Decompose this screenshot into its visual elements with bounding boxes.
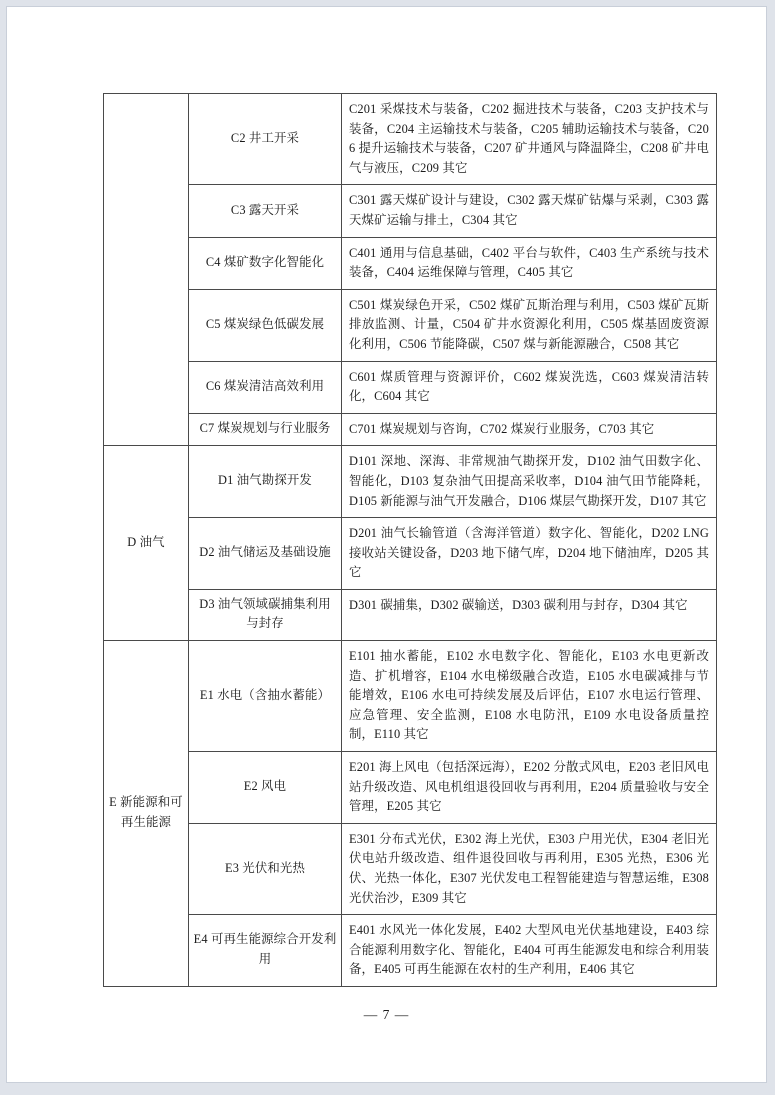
detail-cell-c5: C501 煤炭绿色开采，C502 煤矿瓦斯治理与利用，C503 煤矿瓦斯排放监测、计量，C504 矿井水资源化利用，C505 煤基固废资源化利用，C506 节能降碳，C507 煤与新能源融合，C508 其它 [342, 289, 717, 361]
detail-cell-d2: D201 油气长输管道（含海洋管道）数字化、智能化，D202 LNG 接收站关键设备，D203 地下储气库，D204 地下储油库，D205 其它 [342, 518, 717, 590]
detail-cell-e2: E201 海上风电（包括深远海），E202 分散式风电，E203 老旧风电站升级改造、风电机组退役回收与再利用，E204 质量验收与安全管理，E205 其它 [342, 752, 717, 824]
detail-cell-e3: E301 分布式光伏，E302 海上光伏，E303 户用光伏，E304 老旧光伏电站升级改造、组件退役回收与再利用，E305 光热，E306 光伏、光热一体化，E307 光伏发电工程智能建造与智慧运维，E308 光伏治沙，E309 其它 [342, 823, 717, 914]
table-row [104, 752, 717, 824]
table-row [104, 237, 717, 289]
sub-category-c5: C5 煤炭绿色低碳发展 [189, 289, 342, 361]
sub-category-c7: C7 煤炭规划与行业服务 [189, 413, 342, 446]
table-row [104, 94, 717, 185]
sub-category-c6: C6 煤炭清洁高效利用 [189, 361, 342, 413]
table-row [104, 915, 717, 987]
table-row [104, 589, 717, 640]
sub-category-d2: D2 油气储运及基础设施 [189, 518, 342, 590]
classification-table [103, 93, 717, 987]
sub-category-e3: E3 光伏和光热 [189, 823, 342, 914]
detail-cell-c7: C701 煤炭规划与咨询，C702 煤炭行业服务，C703 其它 [342, 413, 717, 446]
table-row [104, 446, 717, 518]
major-category-cell-d: D 油气 [104, 446, 189, 641]
sub-category-e1: E1 水电（含抽水蓄能） [189, 641, 342, 752]
sub-category-e4: E4 可再生能源综合开发利用 [189, 915, 342, 987]
detail-cell-c4: C401 通用与信息基础，C402 平台与软件，C403 生产系统与技术装备，C404 运维保障与管理，C405 其它 [342, 237, 717, 289]
major-category-cell-e: E 新能源和可再生能源 [104, 641, 189, 987]
page-number: — 7 — [363, 1007, 410, 1022]
major-category-cell-c [104, 94, 189, 446]
sub-category-c2: C2 井工开采 [189, 94, 342, 185]
table-row [104, 413, 717, 446]
table-row [104, 518, 717, 590]
sub-category-c3: C3 露天开采 [189, 185, 342, 237]
detail-cell-d1: D101 深地、深海、非常规油气勘探开发，D102 油气田数字化、智能化，D103 复杂油气田提高采收率，D104 油气田节能降耗，D105 新能源与油气开发融合，D106 煤层气勘探开发，D107 其它 [342, 446, 717, 518]
table-row [104, 289, 717, 361]
sub-category-d1: D1 油气勘探开发 [189, 446, 342, 518]
detail-cell-c3: C301 露天煤矿设计与建设，C302 露天煤矿钻爆与采剥，C303 露天煤矿运输与排土，C304 其它 [342, 185, 717, 237]
sub-category-c4: C4 煤矿数字化智能化 [189, 237, 342, 289]
document-page [6, 6, 767, 1083]
table-row [104, 823, 717, 914]
detail-cell-c6: C601 煤质管理与资源评价，C602 煤炭洗选，C603 煤炭清洁转化，C604 其它 [342, 361, 717, 413]
table-row [104, 641, 717, 752]
detail-cell-e4: E401 水风光一体化发展，E402 大型风电光伏基地建设，E403 综合能源利用数字化、智能化，E404 可再生能源发电和综合利用装备，E405 可再生能源在农村的生产利用，E406 其它 [342, 915, 717, 987]
table-row [104, 361, 717, 413]
table-row [104, 185, 717, 237]
sub-category-d3: D3 油气领域碳捕集利用与封存 [189, 589, 342, 640]
detail-cell-d3: D301 碳捕集，D302 碳输送，D303 碳利用与封存，D304 其它 [342, 589, 717, 640]
sub-category-e2: E2 风电 [189, 752, 342, 824]
detail-cell-c2: C201 采煤技术与装备，C202 掘进技术与装备，C203 支护技术与装备，C204 主运输技术与装备，C205 辅助运输技术与装备，C206 提升运输技术与装备，C207 矿井通风与降温降尘，C208 矿井电气与液压，C209 其它 [342, 94, 717, 185]
detail-cell-e1: E101 抽水蓄能，E102 水电数字化、智能化，E103 水电更新改造、扩机增容，E104 水电梯级融合改造，E105 水电碳减排与节能增效，E106 水电可持续发展及后评估，E107 水电运行管理、应急管理、安全监测，E108 水电防汛，E109 水电设备质量控制，E110 其它 [342, 641, 717, 752]
